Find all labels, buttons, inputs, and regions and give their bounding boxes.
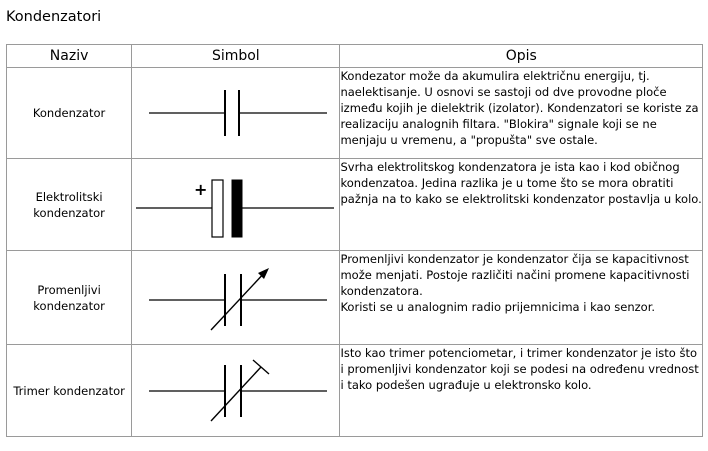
row-symbol [132,345,340,437]
row-name: Promenljivi kondenzator [7,251,132,345]
page-title: Kondenzatori [6,9,102,25]
capacitor-symbol-icon [141,78,331,148]
trimmer-capacitor-symbol-icon [141,355,331,427]
row-description: Kondezator može da akumulira električnu energiju, tj. naelektisanje. U osnovi se sastoji od dve provodne ploče između kojih je dielektrik (izolator). Kondenzatori se koriste za realizaciju analognih filtara. "Blokira" signale koji se ne menjaju u vremenu, a "propušta" sve ostale. [340,68,703,159]
row-description [340,251,703,345]
table-row [7,345,703,437]
row-description: Svrha elektrolitskog kondenzatora je ista kao i kod običnog kondenzatoa. Jedina razlika je u tome što se mora obratiti pažnja na to kako se elektrolitski kondenzator postavlja u kolo. [340,159,703,251]
table-header-row [7,45,703,68]
variable-capacitor-symbol-icon [141,262,331,334]
polarity-plus-mark: + [193,179,208,199]
row-symbol [132,251,340,345]
row-description: Isto kao trimer potenciometar, i trimer kondenzator je isto što i promenljivi kondenzator koji se podesi na određenu vrednost i tako podešen ugrađuje u elektronsko kolo. [340,345,703,437]
row-name: Kondenzator [7,68,132,159]
table-row [7,68,703,159]
electrolytic-capacitor-symbol-icon [134,170,338,240]
table-row [7,159,703,251]
description-main: Promenljivi kondenzator je kondenzator čija se kapacitivnost može menjati. Postoje različiti načini promene kapacitivnosti kondenzatora. [340,252,690,298]
row-symbol [132,159,340,251]
components-table [6,44,703,437]
table-row [7,251,703,345]
header-name: Naziv [7,45,132,68]
row-name: Elektrolitski kondenzator [7,159,132,251]
header-description: Opis [340,45,703,68]
row-name: Trimer kondenzator [7,345,132,437]
header-symbol: Simbol [132,45,340,68]
description-extra: Koristi se u analognim radio prijemnicima i kao senzor. [340,300,656,314]
row-symbol [132,68,340,159]
